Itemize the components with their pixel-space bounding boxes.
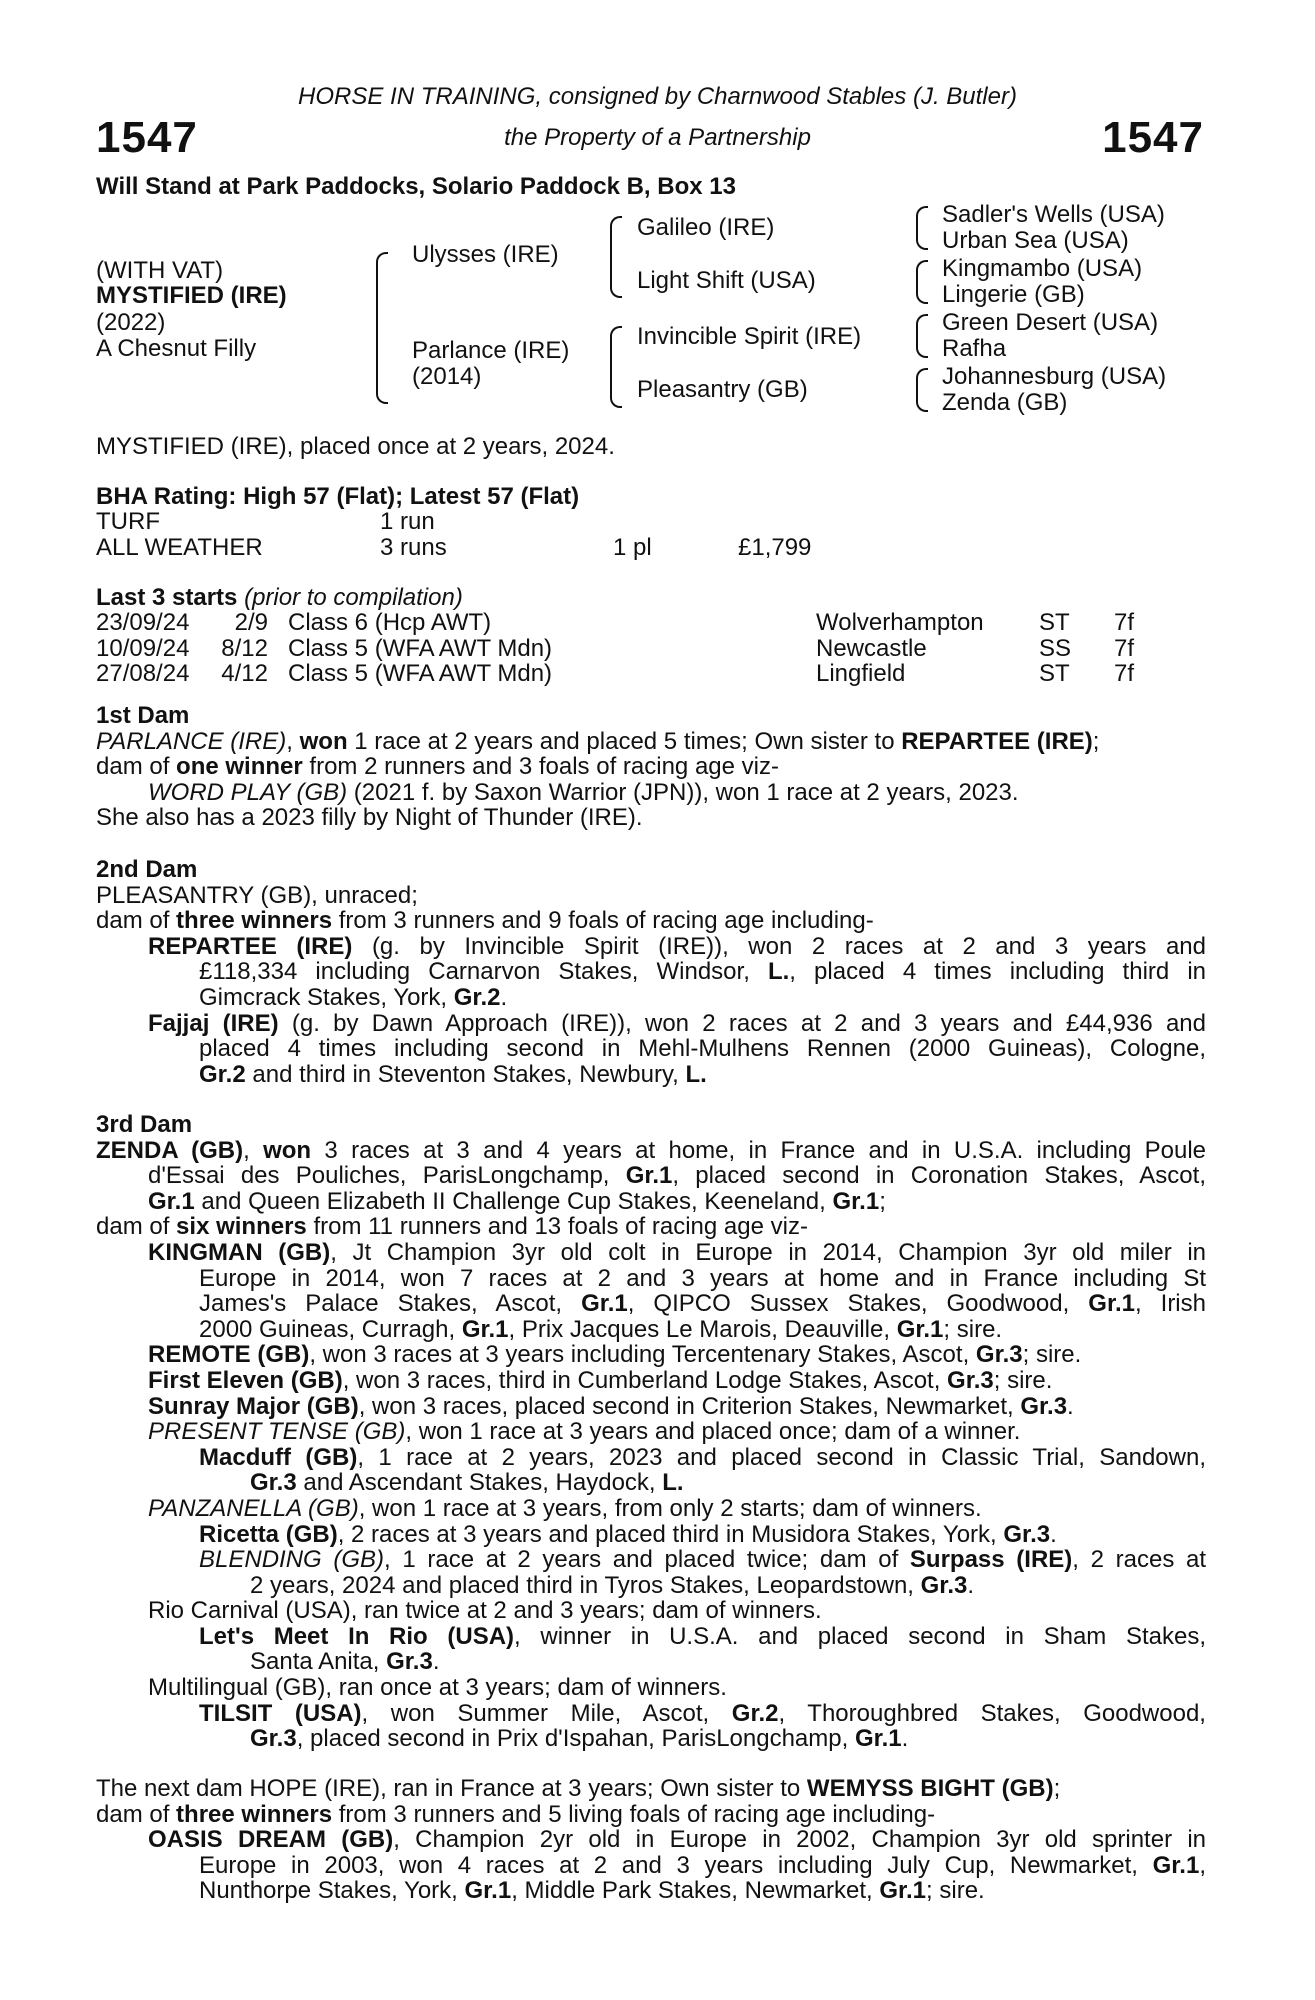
third-dam-heading: 3rd Dam — [96, 1111, 193, 1138]
ss-sire: Sadler's Wells (USA) — [942, 201, 1165, 228]
turf-runs: 1 run — [380, 508, 435, 535]
text-line: Multilingual (GB), ran once at 3 years; dam of winners. — [148, 1674, 727, 1702]
second-dam-section — [96, 857, 1206, 1087]
start-course: Newcastle — [816, 635, 927, 662]
text-line: dam of three winners from 3 runners and 9 foals of racing age including- — [96, 907, 874, 935]
start-distance: 7f — [1114, 609, 1135, 636]
first-dam-heading: 1st Dam — [96, 702, 190, 729]
text-line: PANZANELLA (GB), won 1 race at 3 years, from only 2 starts; dam of winners. — [148, 1494, 982, 1522]
start-position: 4/12 — [221, 660, 268, 687]
horse-year: (2022) — [96, 309, 166, 336]
text-line: Europe in 2014, won 7 races at 2 and 3 years at home and in France including St — [199, 1265, 1206, 1292]
text-line: Gimcrack Stakes, York, Gr.2. — [199, 983, 508, 1011]
pedigree-brace — [916, 314, 928, 358]
text-line: 2000 Guineas, Curragh, Gr.1, Prix Jacques Le Marois, Deauville, Gr.1; sire. — [199, 1315, 1003, 1343]
text-line: TILSIT (USA), won Summer Mile, Ascot, Gr.2, Thoroughbred Stakes, Goodwood, — [199, 1700, 1206, 1727]
horse-description: A Chesnut Filly — [96, 335, 257, 362]
text-line: She also has a 2023 filly by Night of Thunder (IRE). — [96, 804, 643, 832]
third-dam-section — [96, 1112, 1206, 1752]
ds-dam: Rafha — [942, 335, 1007, 362]
starts-heading — [96, 585, 463, 611]
race-summary: MYSTIFIED (IRE), placed once at 2 years, 2024. — [96, 433, 615, 460]
start-class: Class 6 (Hcp AWT) — [288, 609, 492, 636]
text-line: dam of six winners from 11 runners and 13 foals of racing age viz- — [96, 1213, 808, 1241]
aw-prize: £1,799 — [738, 534, 812, 561]
text-line: REPARTEE (IRE) (g. by Invincible Spirit (IRE)), won 2 races at 2 and 3 years and — [148, 933, 1206, 960]
sire-sire: Galileo (IRE) — [637, 214, 775, 241]
text-line: Gr.2 and third in Steventon Stakes, Newbury, L. — [199, 1060, 707, 1088]
start-course: Lingfield — [816, 660, 906, 687]
text-line: dam of three winners from 3 runners and 5 living foals of racing age including- — [96, 1800, 936, 1828]
turf-label: TURF — [96, 508, 160, 535]
text-line: OASIS DREAM (GB), Champion 2yr old in Europe in 2002, Champion 3yr old sprinter in — [148, 1827, 1206, 1853]
text-line: Macduff (GB), 1 race at 2 years, 2023 and placed second in Classic Trial, Sandown, — [199, 1444, 1206, 1471]
dam-dam: Pleasantry (GB) — [637, 376, 808, 403]
start-course: Wolverhampton — [816, 609, 984, 636]
sd-sire: Kingmambo (USA) — [942, 255, 1143, 282]
text-line: Let's Meet In Rio (USA), winner in U.S.A. and placed second in Sham Stakes, — [199, 1623, 1206, 1650]
dd-sire: Johannesburg (USA) — [942, 363, 1167, 390]
start-date: 10/09/24 — [96, 635, 190, 662]
start-class: Class 5 (WFA AWT Mdn) — [288, 635, 553, 662]
lot-number-right: 1547 — [1102, 113, 1204, 162]
start-date: 27/08/24 — [96, 660, 190, 687]
horse-name: MYSTIFIED (IRE) — [96, 282, 287, 309]
text-line: dam of one winner from 2 runners and 3 foals of racing age viz- — [96, 753, 779, 781]
start-position: 8/12 — [221, 635, 268, 662]
text-line: REMOTE (GB), won 3 races at 3 years including Tercentenary Stakes, Ascot, Gr.3; sire. — [148, 1341, 1082, 1369]
text-line: First Eleven (GB), won 3 races, third in Cumberland Lodge Stakes, Ascot, Gr.3; sire. — [148, 1366, 1053, 1394]
text-line: Nunthorpe Stakes, York, Gr.1, Middle Park Stakes, Newmarket, Gr.1; sire. — [199, 1877, 985, 1905]
bha-rating: BHA Rating: High 57 (Flat); Latest 57 (Flat) — [96, 483, 580, 510]
text-line: Santa Anita, Gr.3. — [250, 1648, 440, 1676]
dam-year: (2014) — [412, 363, 482, 390]
text-line: ZENDA (GB), won 3 races at 3 and 4 years at home, in France and in U.S.A. including Poule — [96, 1137, 1206, 1164]
text-line: KINGMAN (GB), Jt Champion 3yr old colt in Europe in 2014, Champion 3yr old miler in — [148, 1239, 1206, 1266]
second-dam-heading: 2nd Dam — [96, 856, 198, 883]
text-line: WORD PLAY (GB) (2021 f. by Saxon Warrior (JPN)), won 1 race at 2 years, 2023. — [148, 778, 1019, 806]
ss-dam: Urban Sea (USA) — [942, 227, 1129, 254]
aw-placed: 1 pl — [613, 534, 652, 561]
start-distance: 7f — [1114, 660, 1135, 687]
text-line: Ricetta (GB), 2 races at 3 years and placed third in Musidora Stakes, York, Gr.3. — [199, 1520, 1057, 1548]
pedigree-brace — [610, 326, 622, 408]
pedigree-brace — [916, 260, 928, 304]
text-line: James's Palace Stakes, Ascot, Gr.1, QIPCO Sussex Stakes, Goodwood, Gr.1, Irish — [199, 1291, 1206, 1317]
start-surface: ST — [1039, 660, 1070, 687]
aw-label: ALL WEATHER — [96, 534, 263, 561]
start-date: 23/09/24 — [96, 609, 190, 636]
dam-sire: Invincible Spirit (IRE) — [637, 323, 862, 350]
text-line: Gr.3 and Ascendant Stakes, Haydock, L. — [250, 1469, 684, 1497]
start-distance: 7f — [1114, 635, 1135, 662]
start-surface: ST — [1039, 609, 1070, 636]
text-line: The next dam HOPE (IRE), ran in France at 3 years; Own sister to WEMYSS BIGHT (GB); — [96, 1775, 1061, 1802]
text-line: £118,334 including Carnarvon Stakes, Windsor, L., placed 4 times including third in — [199, 959, 1206, 985]
start-position: 2/9 — [234, 609, 268, 636]
starts-note: (prior to compilation) — [244, 584, 463, 611]
sire-dam: Light Shift (USA) — [637, 267, 816, 294]
text-line: PARLANCE (IRE), won 1 race at 2 years and placed 5 times; Own sister to REPARTEE (IRE); — [96, 727, 1100, 755]
text-line: Gr.3, placed second in Prix d'Ispahan, ParisLongchamp, Gr.1. — [250, 1725, 909, 1753]
text-line: Fajjaj (IRE) (g. by Dawn Approach (IRE)), won 2 races at 2 and 3 years and £44,936 and — [148, 1010, 1206, 1037]
next-dam-section — [96, 1776, 1206, 1904]
lot-number-left: 1547 — [96, 113, 198, 162]
pedigree-brace — [376, 252, 388, 404]
ds-sire: Green Desert (USA) — [942, 309, 1159, 336]
location-line: Will Stand at Park Paddocks, Solario Paddock B, Box 13 — [96, 173, 736, 200]
sire: Ulysses (IRE) — [412, 241, 559, 268]
sd-dam: Lingerie (GB) — [942, 281, 1085, 308]
text-line: 2 years, 2024 and placed third in Tyros Stakes, Leopardstown, Gr.3. — [250, 1571, 975, 1599]
dam: Parlance (IRE) — [412, 337, 570, 364]
text-line: BLENDING (GB), 1 race at 2 years and placed twice; dam of Surpass (IRE), 2 races at — [199, 1547, 1206, 1573]
text-line: d'Essai des Pouliches, ParisLongchamp, Gr.1, placed second in Coronation Stakes, Ascot, — [148, 1163, 1206, 1189]
first-dam-section — [96, 703, 1206, 831]
text-line: Gr.1 and Queen Elizabeth II Challenge Cup Stakes, Keeneland, Gr.1; — [148, 1187, 886, 1215]
pedigree-brace — [610, 216, 622, 298]
text-line: Rio Carnival (USA), ran twice at 2 and 3 years; dam of winners. — [148, 1597, 822, 1625]
property-line: the Property of a Partnership — [504, 124, 811, 151]
text-line: Europe in 2003, won 4 races at 2 and 3 years including July Cup, Newmarket, Gr.1, — [199, 1852, 1206, 1879]
vat-label: (WITH VAT) — [96, 257, 224, 284]
start-class: Class 5 (WFA AWT Mdn) — [288, 660, 553, 687]
text-line: PLEASANTRY (GB), unraced; — [96, 881, 418, 909]
dd-dam: Zenda (GB) — [942, 389, 1068, 416]
starts-title: Last 3 starts — [96, 584, 238, 611]
consignor-line: HORSE IN TRAINING, consigned by Charnwood Stables (J. Butler) — [298, 83, 1017, 110]
pedigree-brace — [916, 206, 928, 250]
aw-runs: 3 runs — [380, 534, 447, 561]
pedigree-brace — [916, 368, 928, 412]
text-line: Sunray Major (GB), won 3 races, placed second in Criterion Stakes, Newmarket, Gr.3. — [148, 1392, 1074, 1420]
text-line: PRESENT TENSE (GB), won 1 race at 3 years and placed once; dam of a winner. — [148, 1418, 1021, 1446]
text-line: placed 4 times including second in Mehl-Mulhens Rennen (2000 Guineas), Cologne, — [199, 1036, 1206, 1062]
start-surface: SS — [1039, 635, 1072, 662]
